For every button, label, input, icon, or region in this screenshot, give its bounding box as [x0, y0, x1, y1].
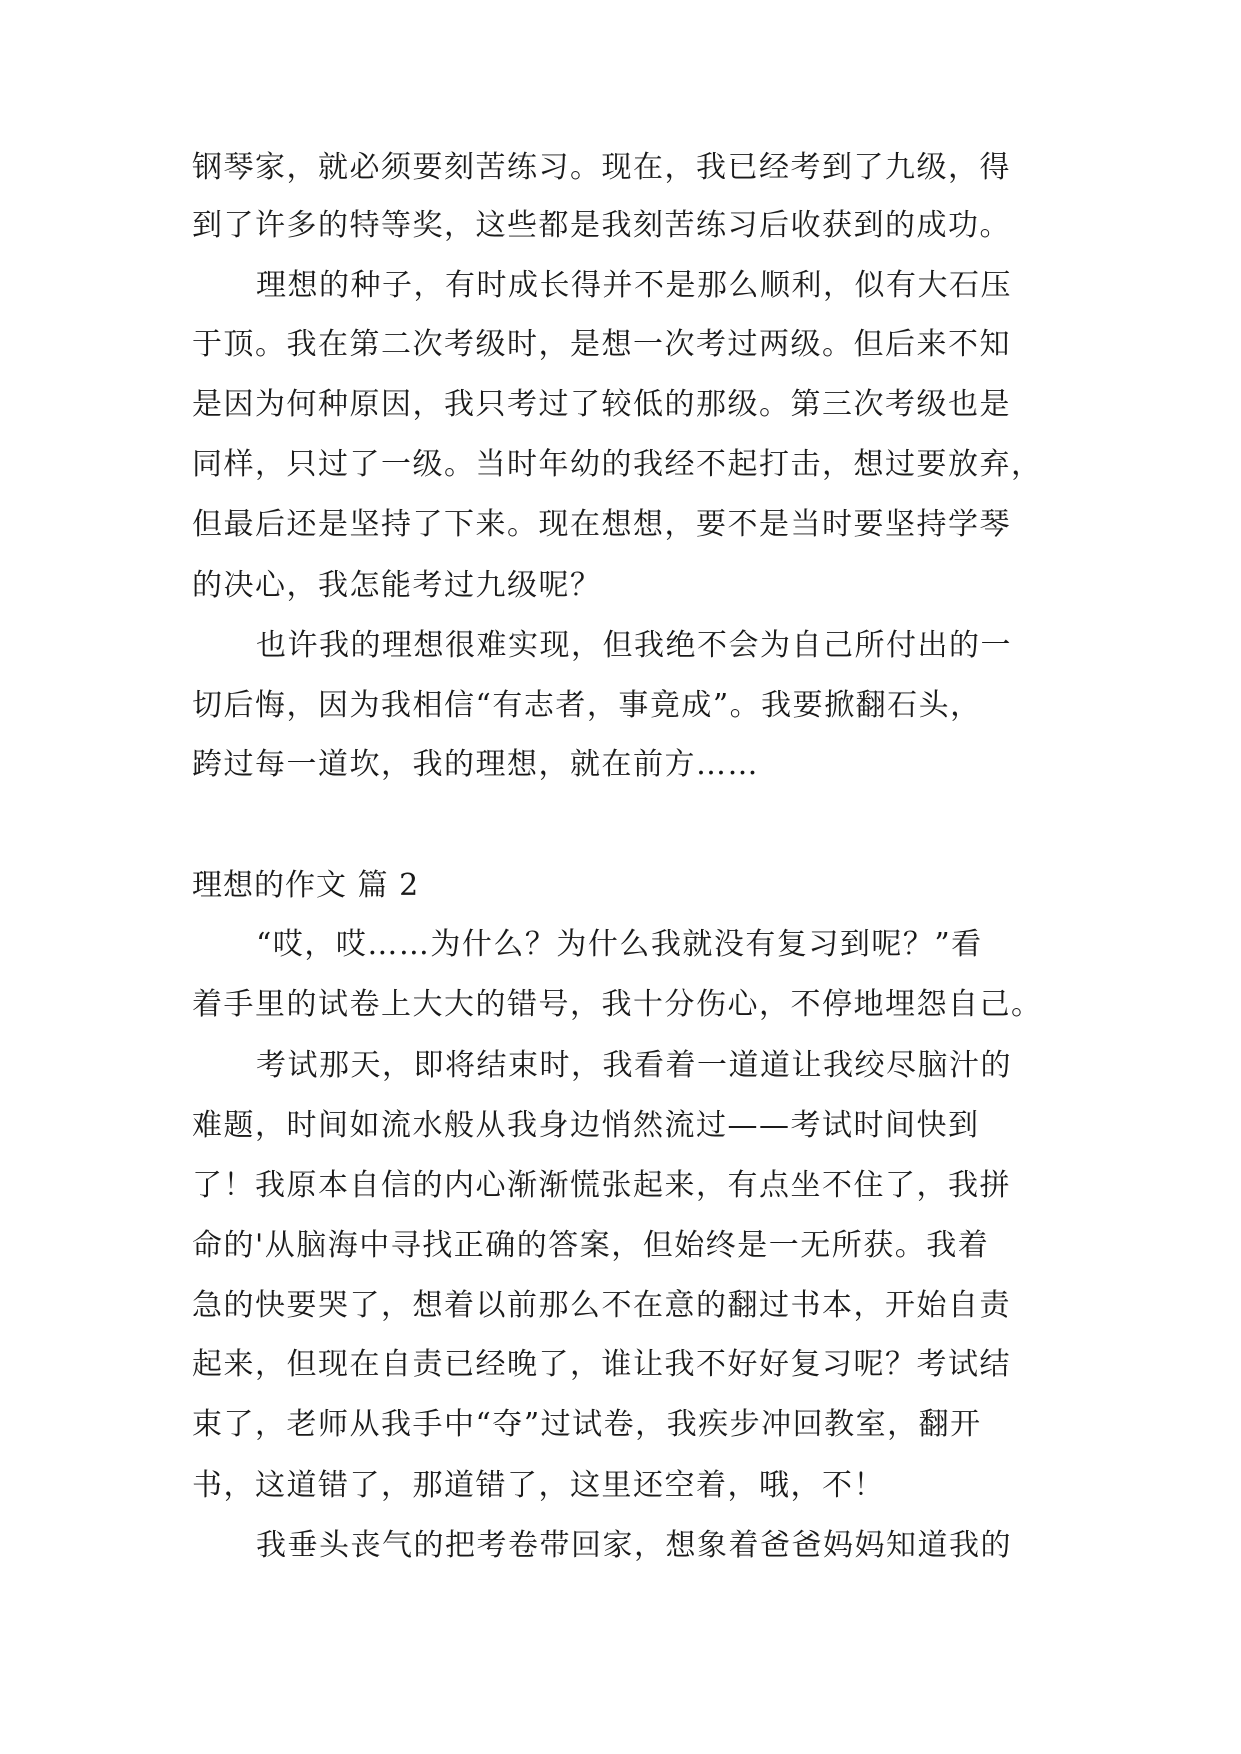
- paragraph-line: 同样，只过了一级。当时年幼的我经不起打击，想过要放弃，: [192, 447, 1043, 482]
- paragraph-line: 于顶。我在第二次考级时，是想一次考过两级。但后来不知: [192, 327, 1011, 362]
- paragraph-line: 难题，时间如流水般从我身边悄然流过——考试时间快到: [192, 1108, 980, 1143]
- section-heading: 理想的作文 篇 2: [192, 868, 420, 903]
- paragraph-line: 也许我的理想很难实现，但我绝不会为自己所付出的一: [256, 628, 1012, 663]
- paragraph-line: 急的快要哭了，想着以前那么不在意的翻过书本，开始自责: [192, 1288, 1011, 1323]
- paragraph-line: 跨过每一道坎，我的理想，就在前方……: [192, 747, 759, 782]
- paragraph-line: 钢琴家，就必须要刻苦练习。现在，我已经考到了九级，得: [192, 150, 1011, 185]
- paragraph-line: 了！我原本自信的内心渐渐慌张起来，有点坐不住了，我拼: [192, 1168, 1011, 1203]
- paragraph-line: 起来，但现在自责已经晚了，谁让我不好好复习呢？考试结: [192, 1347, 1011, 1382]
- paragraph-line: 是因为何种原因，我只考过了较低的那级。第三次考级也是: [192, 387, 1011, 422]
- paragraph-line: 但最后还是坚持了下来。现在想想，要不是当时要坚持学琴: [192, 507, 1011, 542]
- paragraph-line: 我垂头丧气的把考卷带回家，想象着爸爸妈妈知道我的: [256, 1528, 1012, 1563]
- paragraph-line: 着手里的试卷上大大的错号，我十分伤心，不停地埋怨自己。: [192, 987, 1043, 1022]
- paragraph-line: 切后悔，因为我相信“有志者，事竟成”。我要掀翻石头，: [192, 688, 982, 723]
- paragraph-line: 束了，老师从我手中“夺”过试卷，我疾步冲回教室，翻开: [192, 1407, 982, 1442]
- paragraph-line: 书，这道错了，那道错了，这里还空着，哦，不！: [192, 1468, 885, 1503]
- paragraph-line: 理想的种子，有时成长得并不是那么顺利，似有大石压: [256, 268, 1012, 303]
- paragraph-line: 到了许多的特等奖，这些都是我刻苦练习后收获到的成功。: [192, 208, 1011, 243]
- paragraph-line: 命的'从脑海中寻找正确的答案，但始终是一无所获。我着: [192, 1228, 990, 1263]
- paragraph-line: 的决心，我怎能考过九级呢？: [192, 568, 602, 603]
- paragraph-line: “哎，哎……为什么？为什么我就没有复习到呢？”看: [256, 927, 983, 962]
- paragraph-line: 考试那天，即将结束时，我看着一道道让我绞尽脑汁的: [256, 1048, 1012, 1083]
